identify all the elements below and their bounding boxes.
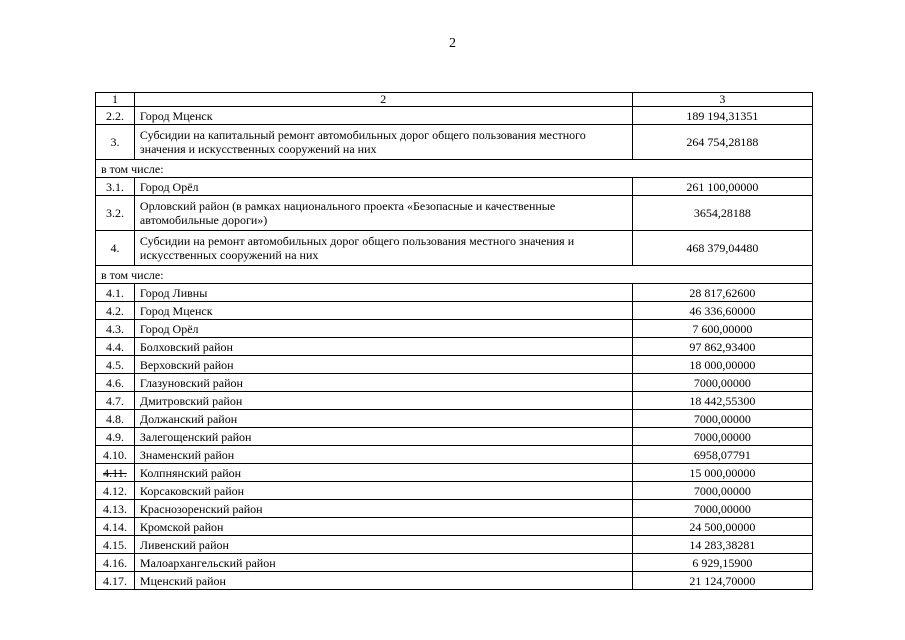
- row-name: Кромской район: [134, 518, 632, 536]
- row-name: Субсидии на ремонт автомобильных дорог общего пользования местного значения и искусственных сооружений на них: [134, 231, 632, 266]
- row-name: Дмитровский район: [134, 392, 632, 410]
- table-row: [96, 392, 813, 410]
- table-row: [96, 446, 813, 464]
- row-name: Ливенский район: [134, 536, 632, 554]
- row-amount: 18 442,55300: [632, 392, 812, 410]
- row-number: 4.9.: [96, 428, 135, 446]
- row-name: Субсидии на капитальный ремонт автомобильных дорог общего пользования местного значения и искусственных сооружений на них: [134, 125, 632, 160]
- row-name: Должанский район: [134, 410, 632, 428]
- row-number: 4.7.: [96, 392, 135, 410]
- row-number: 4.16.: [96, 554, 135, 572]
- row-number: 4.8.: [96, 410, 135, 428]
- row-number: 4.4.: [96, 338, 135, 356]
- table-row: [96, 231, 813, 266]
- row-number: 4.11.: [96, 464, 135, 482]
- row-name: Орловский район (в рамках национального проекта «Безопасные и качественные автомобильные дороги»): [134, 196, 632, 231]
- row-number: 4.: [96, 231, 135, 266]
- column-header-1: 1: [96, 93, 135, 107]
- row-amount: 3654,28188: [632, 196, 812, 231]
- row-amount: 7000,00000: [632, 428, 812, 446]
- row-amount: 46 336,60000: [632, 302, 812, 320]
- row-number: 4.14.: [96, 518, 135, 536]
- table-row: [96, 284, 813, 302]
- row-number: 4.1.: [96, 284, 135, 302]
- row-name: Город Ливны: [134, 284, 632, 302]
- table-row: [96, 196, 813, 231]
- row-amount: 15 000,00000: [632, 464, 812, 482]
- row-number: 4.13.: [96, 500, 135, 518]
- row-number: 4.15.: [96, 536, 135, 554]
- row-name: Город Орёл: [134, 320, 632, 338]
- subsidy-table: [95, 92, 813, 590]
- table-row: [96, 320, 813, 338]
- row-name: Город Орёл: [134, 178, 632, 196]
- row-name: Город Мценск: [134, 107, 632, 125]
- row-number: 4.5.: [96, 356, 135, 374]
- row-name: Колпнянский район: [134, 464, 632, 482]
- row-name: Краснозоренский район: [134, 500, 632, 518]
- row-number: 2.2.: [96, 107, 135, 125]
- row-name: Глазуновский район: [134, 374, 632, 392]
- row-name: Залегощенский район: [134, 428, 632, 446]
- table-row: [96, 374, 813, 392]
- row-name: Город Мценск: [134, 302, 632, 320]
- row-number: 4.3.: [96, 320, 135, 338]
- row-number: 4.17.: [96, 572, 135, 590]
- table-row: [96, 356, 813, 374]
- table-row: [96, 338, 813, 356]
- column-header-row: [96, 93, 813, 107]
- row-number: 4.2.: [96, 302, 135, 320]
- row-number: 3.2.: [96, 196, 135, 231]
- table-row: [96, 572, 813, 590]
- table-row: [96, 410, 813, 428]
- row-amount: 6 929,15900: [632, 554, 812, 572]
- table-row: [96, 482, 813, 500]
- table-row: [96, 302, 813, 320]
- row-amount: 24 500,00000: [632, 518, 812, 536]
- row-amount: 97 862,93400: [632, 338, 812, 356]
- row-number: 4.12.: [96, 482, 135, 500]
- row-name: Малоархангельский район: [134, 554, 632, 572]
- row-amount: 18 000,00000: [632, 356, 812, 374]
- row-name: Знаменский район: [134, 446, 632, 464]
- row-name: Болховский район: [134, 338, 632, 356]
- table-row: [96, 428, 813, 446]
- row-amount: 7000,00000: [632, 374, 812, 392]
- page-number: 2: [449, 36, 456, 51]
- column-header-3: 3: [632, 93, 812, 107]
- row-amount: 7000,00000: [632, 482, 812, 500]
- table-row: [96, 178, 813, 196]
- section-subheader: в том числе:: [96, 160, 813, 178]
- section-subheader: в том числе:: [96, 266, 813, 284]
- row-amount: 28 817,62600: [632, 284, 812, 302]
- row-number: 4.10.: [96, 446, 135, 464]
- row-name: Верховский район: [134, 356, 632, 374]
- row-number: 3.1.: [96, 178, 135, 196]
- row-amount: 7000,00000: [632, 500, 812, 518]
- row-number: 4.6.: [96, 374, 135, 392]
- table-row: [96, 500, 813, 518]
- table-row: [96, 107, 813, 125]
- row-name: Корсаковский район: [134, 482, 632, 500]
- column-header-2: 2: [134, 93, 632, 107]
- row-amount: 14 283,38281: [632, 536, 812, 554]
- row-amount: 261 100,00000: [632, 178, 812, 196]
- row-amount: 468 379,04480: [632, 231, 812, 266]
- table-row: [96, 464, 813, 482]
- row-amount: 7000,00000: [632, 410, 812, 428]
- row-amount: 21 124,70000: [632, 572, 812, 590]
- table-row: [96, 125, 813, 160]
- row-amount: 6958,07791: [632, 446, 812, 464]
- section-subheader-row: [96, 266, 813, 284]
- table-row: [96, 536, 813, 554]
- row-amount: 189 194,31351: [632, 107, 812, 125]
- table-row: [96, 554, 813, 572]
- row-amount: 7 600,00000: [632, 320, 812, 338]
- subsidy-table-body: [96, 93, 813, 590]
- row-name: Мценский район: [134, 572, 632, 590]
- row-number: 3.: [96, 125, 135, 160]
- section-subheader-row: [96, 160, 813, 178]
- row-amount: 264 754,28188: [632, 125, 812, 160]
- table-row: [96, 518, 813, 536]
